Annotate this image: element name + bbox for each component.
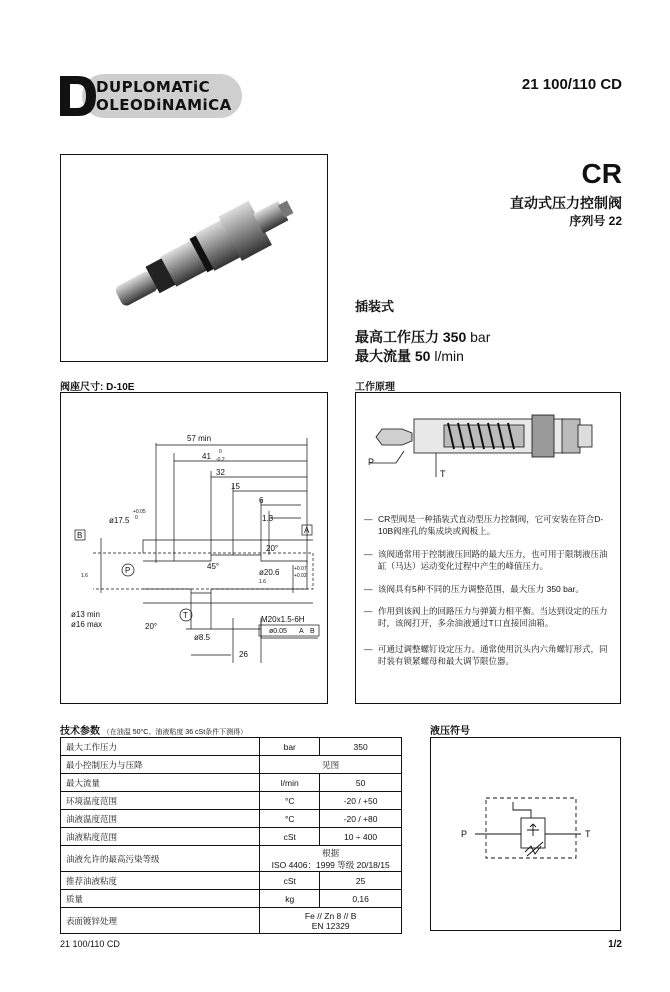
param-unit: °C bbox=[260, 810, 320, 828]
table-row bbox=[61, 872, 402, 890]
dim-8-5: ø8.5 bbox=[194, 633, 211, 642]
symbol-heading: 液压符号 bbox=[430, 726, 470, 737]
principle-box bbox=[355, 392, 621, 704]
param-label: 最大流量 bbox=[61, 774, 260, 792]
max-pressure-label: 最高工作压力 bbox=[355, 329, 439, 345]
max-flow-spec bbox=[355, 346, 464, 366]
logo-line1: DUPLOMATiC bbox=[96, 78, 211, 96]
symbol-port-p: P bbox=[461, 829, 468, 839]
drawing-port-p: P bbox=[125, 566, 131, 575]
principle-bullet-1: — CR型阀是一种插装式直动型压力控制阀，它可安装在符合D-10B阀座孔的集成块或阀板上。 bbox=[364, 514, 604, 536]
dim-1-3: 1.3 bbox=[262, 514, 274, 523]
dim-17-5-tol-up: +0.05 bbox=[133, 509, 146, 515]
logo-line2: OLEODiNAMiCA bbox=[96, 96, 232, 114]
param-label: 最小控制压力与压降 bbox=[61, 756, 260, 774]
param-value: 根据 ISO 4406：1999 等级 20/18/15 bbox=[260, 846, 402, 872]
valve-photo-graphic bbox=[61, 155, 327, 361]
table-row bbox=[61, 738, 402, 756]
section-view-svg bbox=[356, 393, 620, 503]
dim-13-min: ø13 min bbox=[71, 610, 100, 619]
tech-heading: 技术参数 bbox=[60, 726, 100, 737]
cavity-heading: 阀座尺寸: D-10E bbox=[60, 382, 135, 393]
principle-port-t: T bbox=[440, 469, 446, 479]
param-value: 10 ÷ 400 bbox=[320, 828, 402, 846]
table-row bbox=[61, 846, 402, 872]
param-value: 350 bbox=[320, 738, 402, 756]
dim-20-6: ø20.6 bbox=[259, 568, 280, 577]
tolerance-datum-b: B bbox=[310, 628, 315, 635]
param-value: 见图 bbox=[260, 756, 402, 774]
param-value: Fe // Zn 8 // B EN 12329 bbox=[260, 908, 402, 934]
angle-45: 45° bbox=[207, 562, 220, 571]
angle-20-top: 20° bbox=[266, 544, 279, 553]
param-unit: °C bbox=[260, 792, 320, 810]
tech-heading-wrap bbox=[60, 722, 247, 737]
tech-table bbox=[60, 737, 402, 934]
dim-20-6-tol-dn: +0.02 bbox=[294, 573, 307, 579]
product-series: 序列号 22 bbox=[569, 214, 622, 228]
dim-16-max: ø16 max bbox=[71, 620, 103, 629]
param-unit: cSt bbox=[260, 872, 320, 890]
cavity-drawing bbox=[60, 392, 328, 704]
dim-15: 15 bbox=[231, 482, 240, 491]
table-row bbox=[61, 774, 402, 792]
param-label: 油液允许的最高污染等级 bbox=[61, 846, 260, 872]
principle-heading: 工作原理 bbox=[355, 382, 395, 393]
principle-bullet-2: — 该阀通常用于控制液压回路的最大压力，也可用于限制液压油缸（马达）运动变化过程中产生的峰值压力。 bbox=[364, 549, 608, 571]
param-label: 环境温度范围 bbox=[61, 792, 260, 810]
dim-41: 41 bbox=[202, 452, 211, 461]
tolerance-value: ø0.05 bbox=[269, 628, 287, 635]
param-unit: kg bbox=[260, 890, 320, 908]
principle-port-p: P bbox=[368, 457, 375, 467]
param-unit: cSt bbox=[260, 828, 320, 846]
max-pressure-spec bbox=[355, 327, 490, 347]
footer-doc: 21 100/110 CD bbox=[60, 939, 120, 949]
param-unit: l/min bbox=[260, 774, 320, 792]
dim-32: 32 bbox=[216, 468, 225, 477]
dim-57: 57 min bbox=[187, 434, 212, 443]
thread-spec: M20x1.5-6H bbox=[261, 615, 305, 624]
tech-note: （在油温 50°C、油液粘度 36 cSt条件下测得） bbox=[102, 729, 248, 736]
relief-valve-symbol-svg bbox=[431, 738, 620, 930]
dim-17-5: ø17.5 bbox=[109, 516, 130, 525]
cavity-drawing-svg bbox=[61, 393, 327, 703]
datum-a: A bbox=[304, 526, 310, 535]
table-row bbox=[61, 810, 402, 828]
table-row bbox=[61, 828, 402, 846]
param-label: 质量 bbox=[61, 890, 260, 908]
table-row bbox=[61, 908, 402, 934]
param-label: 表面镀锌处理 bbox=[61, 908, 260, 934]
max-flow-unit: l/min bbox=[434, 348, 464, 364]
angle-20-bottom: 20° bbox=[145, 622, 158, 631]
param-label: 油液粘度范围 bbox=[61, 828, 260, 846]
product-code: CR bbox=[581, 158, 622, 189]
product-name: 直动式压力控制阀 bbox=[510, 195, 622, 211]
hydraulic-symbol bbox=[430, 737, 621, 931]
param-value: 0,16 bbox=[320, 890, 402, 908]
dim-41-tol-dn: -0.2 bbox=[216, 457, 225, 463]
tolerance-datum-a: A bbox=[299, 628, 304, 635]
company-logo bbox=[60, 70, 245, 120]
drawing-port-t: T bbox=[183, 611, 188, 620]
max-flow-value: 50 bbox=[414, 348, 431, 364]
dim-26: 26 bbox=[239, 650, 248, 659]
principle-bullet-5: — 可通过调整螺钉设定压力。通常使用沉头内六角螺钉形式，同时装有锁紧螺母和最大调节限位器。 bbox=[364, 644, 608, 666]
param-value: -20 / +50 bbox=[320, 792, 402, 810]
mounting-type: 插装式 bbox=[355, 299, 395, 314]
max-pressure-value: 350 bbox=[442, 329, 467, 345]
symbol-port-t: T bbox=[585, 829, 591, 839]
product-photo bbox=[60, 154, 328, 362]
param-value: 50 bbox=[320, 774, 402, 792]
param-label: 最大工作压力 bbox=[61, 738, 260, 756]
max-pressure-unit: bar bbox=[470, 329, 491, 345]
param-unit: bar bbox=[260, 738, 320, 756]
max-flow-label: 最大流量 bbox=[355, 348, 411, 364]
dim-17-5-tol-dn: 0 bbox=[135, 515, 138, 521]
table-row bbox=[61, 756, 402, 774]
table-row bbox=[61, 792, 402, 810]
datum-b: B bbox=[77, 531, 83, 540]
dim-6: 6 bbox=[259, 496, 264, 505]
dim-20-6-tol-up: +0.07 bbox=[294, 566, 307, 572]
dim-41-tol-up: 0 bbox=[219, 449, 222, 455]
doc-number: 21 100/110 CD bbox=[521, 76, 622, 93]
roughness-2: 1.6 bbox=[259, 579, 266, 585]
principle-bullet-4: — 作用到该阀上的回路压力与弹簧力相平衡。当达到设定的压力时，该阀打开，多余油液通过T口直接回油箱。 bbox=[364, 606, 608, 628]
roughness-1: 1.6 bbox=[81, 573, 88, 579]
param-label: 推荐油液粘度 bbox=[61, 872, 260, 890]
principle-bullet-3: — 该阀具有5种不同的压力调整范围，最大压力 350 bar。 bbox=[364, 584, 584, 594]
param-value: 25 bbox=[320, 872, 402, 890]
table-row bbox=[61, 890, 402, 908]
param-value: -20 / +80 bbox=[320, 810, 402, 828]
param-label: 油液温度范围 bbox=[61, 810, 260, 828]
footer-page: 1/2 bbox=[608, 939, 622, 950]
